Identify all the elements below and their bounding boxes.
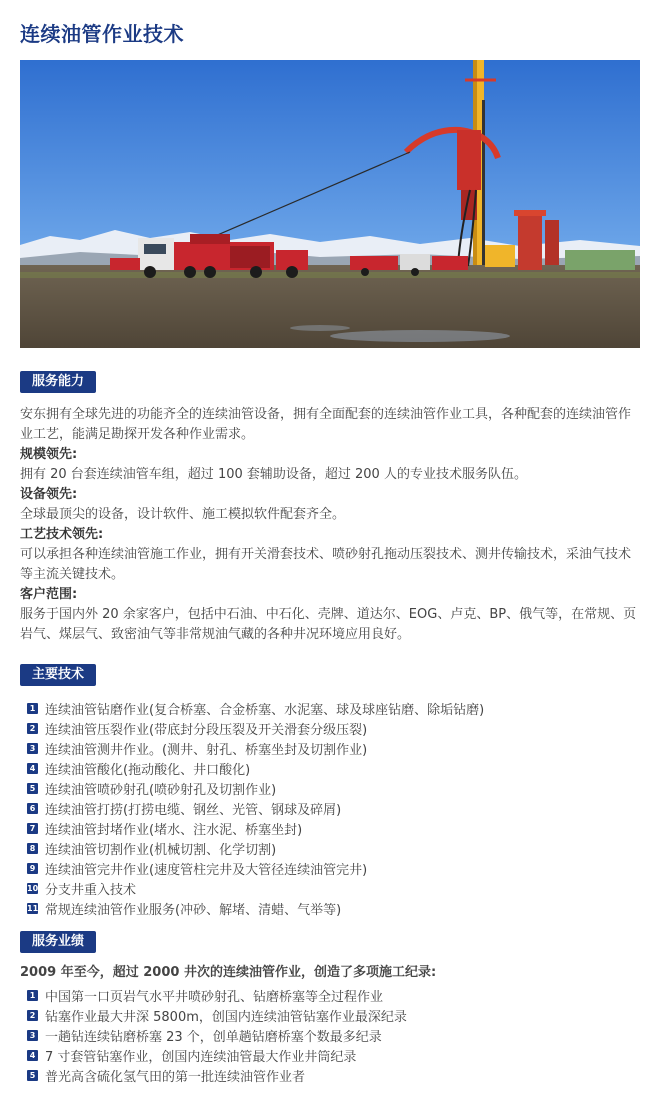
list-item [20, 1005, 640, 1025]
list-item-text: 7 寸套管钻塞作业，创国内连续油管最大作业井筒纪录 [45, 1049, 357, 1065]
number-badge: 1 [27, 703, 38, 714]
list-item [20, 758, 640, 778]
list-item [20, 738, 640, 758]
list-item [20, 838, 640, 858]
list-item [20, 718, 640, 738]
hero-photo [20, 60, 640, 348]
number-badge: 11 [27, 903, 39, 913]
list-item-text: 连续油管切割作业(机械切割、化学切割) [45, 842, 277, 858]
customer-text: 服务于国内外 20 余家客户，包括中石油、中石化、壳牌、道达尔、EOG、卢克、BP、俄气等，在常规、页岩气、煤层气、致密油气等非常规油气藏的各种井况环境应用良好。 [20, 607, 637, 642]
performance-list [20, 985, 640, 1085]
number-badge: 4 [27, 763, 38, 774]
performance-lead: 2009 年至今，超过 2000 井次的连续油管作业，创造了多项施工纪录: [20, 965, 437, 980]
list-item [20, 1065, 640, 1085]
process-text: 可以承担各种连续油管施工作业，拥有开关滑套技术、喷砂射孔拖动压裂技术、测井传输技术，采油气技术等主流关键技术。 [20, 547, 632, 582]
main-tech-list [20, 698, 640, 918]
intro-paragraph: 安东拥有全球先进的功能齐全的连续油管设备，拥有全面配套的连续油管作业工具，各种配套的连续油管作业工艺，能满足勘探开发各种作业需求。 [20, 407, 632, 442]
list-item-text: 连续油管完井作业(速度管柱完井及大管径连续油管完井) [45, 862, 368, 878]
list-item [20, 985, 640, 1005]
list-item [20, 818, 640, 838]
page-title: 连续油管作业技术 [20, 22, 184, 46]
coiled-tubing-rig-photo [20, 60, 640, 348]
number-badge: 9 [27, 863, 38, 874]
list-item-text: 连续油管酸化(拖动酸化、井口酸化) [45, 762, 251, 778]
list-item-text: 连续油管喷砂射孔(喷砂射孔及切割作业) [45, 782, 277, 798]
list-item [20, 878, 640, 898]
section-heading-main-tech: 主要技术 [20, 664, 96, 686]
service-capability-body [20, 405, 640, 645]
number-badge: 3 [27, 743, 38, 754]
list-item [20, 1045, 640, 1065]
list-item-text: 分支井重入技术 [45, 882, 137, 898]
list-item-text: 一趟钻连续钻磨桥塞 23 个，创单趟钻磨桥塞个数最多纪录 [45, 1029, 382, 1045]
main-tech-section [20, 663, 640, 918]
list-item [20, 898, 640, 918]
process-label: 工艺技术领先: [20, 527, 104, 542]
list-item-text: 常规连续油管作业服务(冲砂、解堵、清蜡、气举等) [45, 902, 342, 918]
equipment-label: 设备领先: [20, 487, 78, 502]
scale-label: 规模领先: [20, 447, 78, 462]
number-badge: 1 [27, 990, 38, 1001]
number-badge: 5 [27, 1070, 38, 1081]
number-badge: 8 [27, 843, 38, 854]
list-item-text: 连续油管封堵作业(堵水、注水泥、桥塞坐封) [45, 822, 303, 838]
number-badge: 7 [27, 823, 38, 834]
list-item-text: 钻塞作业最大井深 5800m，创国内连续油管钻塞作业最深纪录 [45, 1009, 407, 1025]
list-item-text: 普光高含硫化氢气田的第一批连续油管作业者 [45, 1069, 306, 1085]
scale-text: 拥有 20 台套连续油管车组，超过 100 套辅助设备，超过 200 人的专业技术服务队伍。 [20, 467, 527, 482]
list-item-text: 中国第一口页岩气水平井喷砂射孔、钻磨桥塞等全过程作业 [45, 989, 384, 1005]
list-item [20, 798, 640, 818]
list-item-text: 连续油管钻磨作业(复合桥塞、合金桥塞、水泥塞、球及球座钻磨、除垢钻磨) [45, 702, 485, 718]
service-capability-section [20, 370, 640, 645]
list-item-text: 连续油管压裂作业(带底封分段压裂及开关滑套分级压裂) [45, 722, 368, 738]
list-item-text: 连续油管测井作业。(测井、射孔、桥塞坐封及切割作业) [45, 742, 368, 758]
section-heading-service-capability: 服务能力 [20, 371, 96, 393]
equipment-text: 全球最顶尖的设备，设计软件、施工模拟软件配套齐全。 [20, 507, 346, 522]
list-item [20, 778, 640, 798]
number-badge: 5 [27, 783, 38, 794]
number-badge: 4 [27, 1050, 38, 1061]
number-badge: 6 [27, 803, 38, 814]
number-badge: 2 [27, 1010, 38, 1021]
customer-label: 客户范围: [20, 587, 78, 602]
number-badge: 10 [27, 883, 39, 893]
list-item [20, 1025, 640, 1045]
section-heading-performance: 服务业绩 [20, 931, 96, 953]
number-badge: 3 [27, 1030, 38, 1041]
list-item [20, 698, 640, 718]
list-item [20, 858, 640, 878]
list-item-text: 连续油管打捞(打捞电缆、钢丝、光管、钢球及碎屑) [45, 802, 342, 818]
performance-section [20, 930, 640, 1085]
number-badge: 2 [27, 723, 38, 734]
